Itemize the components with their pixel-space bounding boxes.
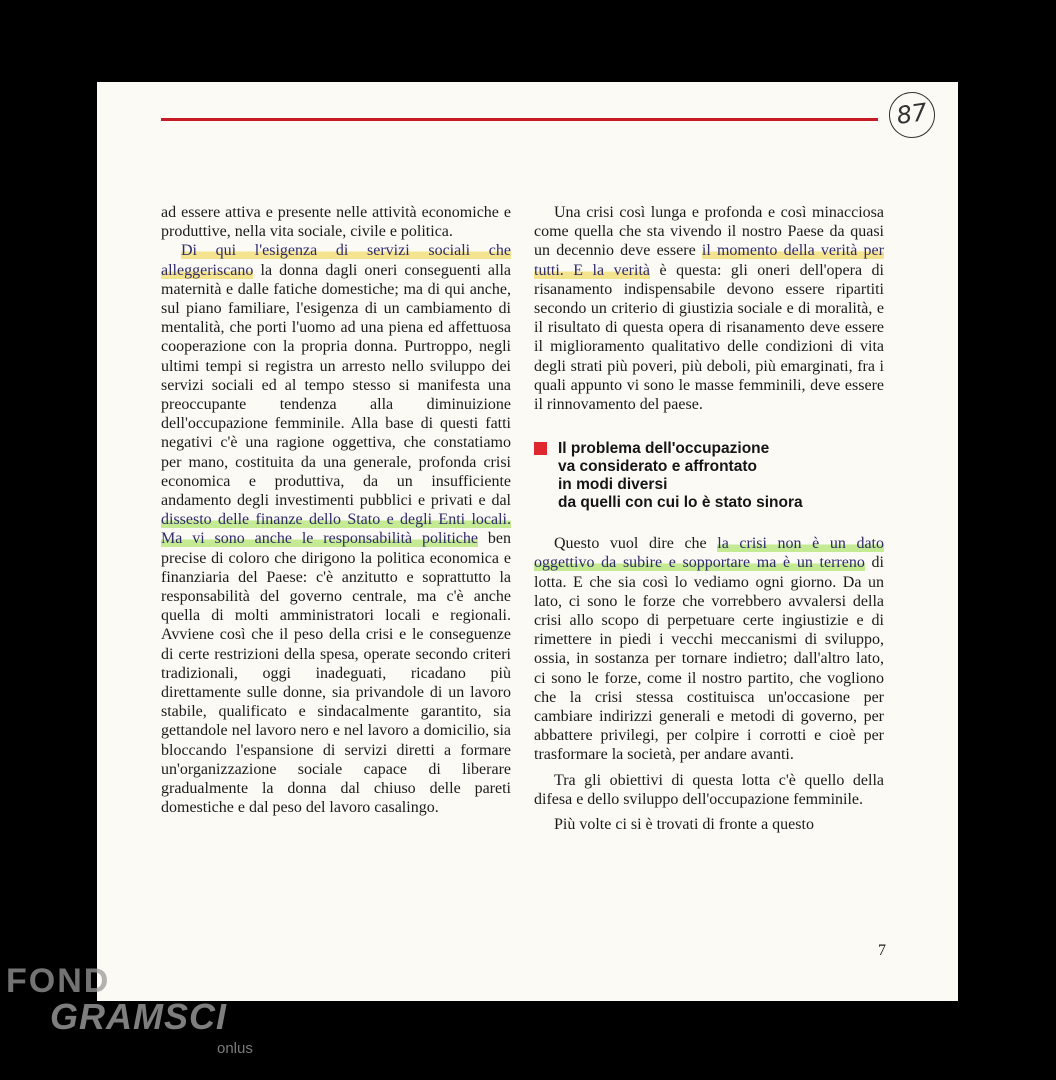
document-page [97, 82, 958, 1001]
paragraph [161, 241, 511, 817]
text-run: ben precise di coloro che dirigono la politica economica e finanziaria del Paese: c'è anzitutto e soprattutto la responsabilità del governo centrale, ma c'è anche quella di molti amministratori locali e regionali. Avviene così che il peso della crisi e le conseguenze di certe restrizioni della spesa, operate secondo criteri tradizionali, oggi inadeguati, ricadano più direttamente sulle donne, sia privandole di un lavoro stabile, qualificato e sindacalmente garantito, sia gettandole nel lavoro nero e nel lavoro a domicilio, sia bloccando l'espansione di servizi diretti a formare un'organizzazione sociale capace di liberare gradualmente la donna dal chiuso delle pareti domestiche e dal peso del lavoro casalingo. [161, 530, 512, 817]
paragraph: Tra gli obiettivi di questa lotta c'è quello della difesa e dello sviluppo dell'occupazione femminile. [534, 771, 884, 808]
text-run: Una crisi così lunga e profonda e così minacciosa come quella che sta vivendo il nostro Paese da quasi un decennio deve essere [534, 204, 884, 260]
watermark-fond: FOND [6, 962, 111, 1000]
left-column [161, 203, 511, 818]
heading-line: va considerato e affrontato [558, 458, 757, 476]
highlighted-text: dissesto delle finanze dello Stato e degli Enti locali. Ma vi sono anche le responsabilità politiche [161, 511, 511, 548]
red-square-bullet-icon [534, 442, 547, 455]
watermark-gramsci: GRAMSCI [50, 996, 227, 1037]
text-run: è questa: gli oneri dell'opera di risanamento indispensabile devono essere ripartiti secondo un criterio di giustizia sociale e di moralità, e il risultato di questa opera di risanamento deve essere il miglioramento qualitativo delle condizioni di vita degli strati più poveri, più deboli, più emarginati, fra i quali appunto vi sono le masse femminili, deve essere il rinnovamento del paese. [534, 261, 884, 414]
right-column [534, 203, 884, 834]
text-run: Questo vuol dire che [554, 535, 718, 553]
highlighted-text: Di qui l'esigenza di servizi sociali che alleggeriscano [161, 242, 511, 279]
paragraph: ad essere attiva e presente nelle attività economiche e produttive, nella vita sociale, civile e politica. [161, 204, 511, 241]
text-run: la donna dagli oneri conseguenti alla maternità e dalle fatiche domestiche; ma di qui anche, sul piano familiare, l'esigenza di un cambiamento di mentalità, che porti l'uomo ad una piena ed affettuosa cooperazione con la propria donna. Purtroppo, negli ultimi tempi si registra un arresto nello sviluppo dei servizi sociali ed al tempo stesso si manifesta una preoccupante tendenza alla diminuizione dell'occupazione femminile. Alla base di questi fatti negativi c'è una ragione oggettiva, che constatiamo per mano, costituita da una generale, profonda crisi economica e produttiva, da un insufficiente andamento degli investimenti pubblici e privati e dal [161, 261, 511, 510]
paragraph [534, 203, 884, 414]
highlighted-text: la crisi non è un dato oggettivo da subire e sopportare ma è un terreno [534, 535, 884, 572]
section-heading [534, 440, 884, 512]
paragraph [534, 534, 884, 764]
heading-line: in modi diversi [558, 476, 668, 494]
handwritten-page-mark: 87 [886, 89, 938, 141]
paragraph: Più volte ci si è trovati di fronte a questo [554, 816, 814, 834]
text-run: di lotta. E che sia così lo vediamo ogni giorno. Da un lato, ci sono le forze che vorrebbero avvalersi della crisi allo scopo di perpetuare certe ingiustizie e di rimettere in piedi i vecchi meccanismi di sviluppo, ossia, in sostanza per tornare indietro; dall'altro lato, ci sono le forze, come il nostro partito, che vogliono che la crisi stessa costituisca un'occasione per cambiare indirizzi generali e metodi di governo, per abbattere privilegi, per colpire i corrotti e cioè per trasformare la società, per andare avanti. [534, 554, 884, 764]
watermark-onlus: onlus [217, 1040, 253, 1057]
heading-line: da quelli con cui lo è stato sinora [558, 494, 803, 512]
heading-line: Il problema dell'occupazione [558, 440, 770, 458]
page-number: 7 [878, 942, 886, 959]
highlighted-text: il momento della verità per tutti. E la verità [534, 242, 884, 279]
header-rule [161, 118, 878, 121]
